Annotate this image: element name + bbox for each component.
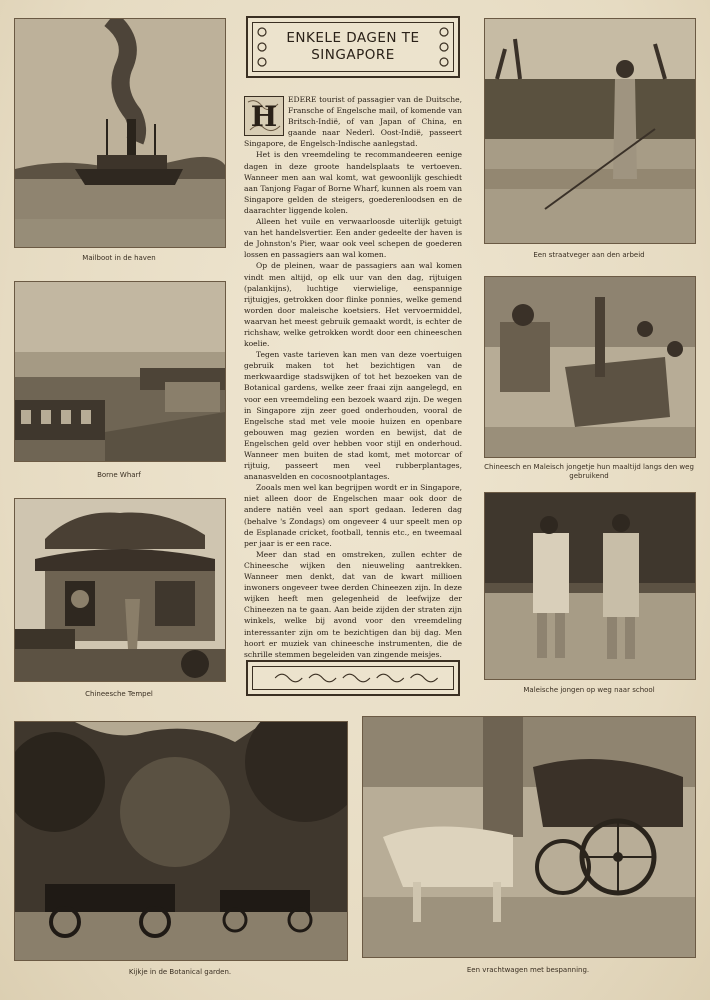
article-paragraph-7: Meer dan stad en omstreken, zullen echter de Chineesche wijken den nieuweling aantrekken. Wanneer men denkt, dat van de kwart millioen inwoners ongeveer twee derden Chineezen zijn. In deze wijken heeft men gelegenheid de leefwijze der Chineezen na te gaan. Aan beide zijden der straten zijn winkels, welke bij avond voor den vreemdeling interessanter zijn om te bezichtigen dan bij dag. Men hoort er muziek van chineesche instrumenten, die de schrille stemmen begeleiden van zingende meisjes. (244, 549, 462, 659)
end-ornament (246, 660, 460, 696)
article-title (271, 30, 435, 64)
photo-street-sweeper (484, 18, 696, 244)
scroll-ornament-icon (253, 667, 453, 689)
photo-boys-eating (484, 276, 696, 458)
article-paragraph-4: Op de pleinen, waar de passagiers aan wal komen vindt men altijd, op elk uur van den dag, rijtuigen (palankijns), luchtige vierwielige, eenspannige rijtuigjes, getrokken door flinke ponnies, welke gemend worden door maleische koetsiers. Het vervoermiddel, waarvan het meest gebruik gemaakt wordt, is echter de richshaw, welke getrokken wordt door een chineeschen koelie. (244, 261, 462, 349)
photo-chinese-temple (14, 498, 226, 682)
title-line-1: ENKELE DAGEN TE (286, 30, 420, 47)
article-paragraph-1: EDERE tourist of passagier van de Duitsche, Fransche of Engelsche mail, of komende van Britsch-Indië, of van Japan of China, en gaande naar Nederl. Oost-Indië, passeert Singapore, de Engelsch-Indische aanlegstad. (244, 95, 462, 149)
caption-tempel: Chineesche Tempel (85, 690, 153, 698)
article-body (244, 94, 462, 660)
dropcap-h-icon (244, 96, 284, 136)
photo-borne-wharf (14, 281, 226, 462)
photo-mail-steamer (14, 18, 226, 248)
article-paragraph-2: Het is den vreemdeling te recommandeeren eenige dagen in deze groote handelsplaats te vertoeven. Wanneer men aan wal komt, wat gewoonlijk geschiedt aan Tanjong Fagar of Borne Wharf, kunnen als roem van Singapore gelden de steigers, goederenloodsen en de daarachter liggende kolen. (244, 150, 463, 215)
caption-mailboot: Mailboot in de haven (82, 254, 156, 262)
ornament-left-icon (253, 24, 271, 70)
caption-vrachtwagen: Een vrachtwagen met bespanning. (466, 966, 590, 974)
article-paragraph-5: Tegen vaste tarieven kan men van deze voertuigen gebruik maken tot het bezichtigen van de merkwaardige stadswijken of tot het bezoeken van de Botanical gardens, welke zeer fraai zijn aangelegd, en voor een vreemdeling een bezoek waard zijn. De wegen in Singapore zijn zeer goed onderhouden, vooral de Engelsche stad met vele mooie huizen en openbare gebouwen mag gezien worden en bewijst, dat de Engelschen geld over hebben voor stijl en onderhoud. Wanneer men buiten de stad komt, met motorcar of rijtuig, passeert men veel rubberplantages, ananasvelden en cocosnootplantages. (244, 350, 462, 482)
caption-straatveger: Een straatveger aan den arbeid (533, 251, 645, 259)
ornament-right-icon (435, 24, 453, 70)
caption-jongen: Maleische jongen op weg naar school (523, 686, 655, 694)
photo-botanical-garden (14, 721, 348, 961)
photo-school-boys (484, 492, 696, 680)
article-paragraph-3: Alleen het vuile en verwaarloosde uiterlijk getuigt van het handelsvertier. Een ander gedeelte der haven is de Johnston's Pier, waar ook veel schepen de goederen lossen en passagiers aan wal komen. (244, 217, 462, 260)
photo-bullock-cart (362, 716, 696, 958)
title-line-2: SINGAPORE (311, 47, 395, 63)
caption-borne: Borne Wharf (97, 471, 141, 479)
article-title-box (246, 16, 460, 78)
caption-jongetjes: Chineesch en Maleisch jongetje hun maaltijd langs den weg gebruikend (484, 463, 694, 481)
caption-botanical: Kijkje in de Botanical garden. (128, 968, 232, 976)
dropcap-letter: H (250, 100, 278, 133)
article-paragraph-6: Zooals men wel kan begrijpen wordt er in Singapore, niet alleen door de Engelschen maar ook door de andere natiën veel aan sport gedaan. Iederen dag (behalve 's Zondags) om ongeveer 4 uur speelt men op de Esplanade cricket, football, tennis etc., en tweemaal per jaar is er een race. (244, 483, 462, 548)
